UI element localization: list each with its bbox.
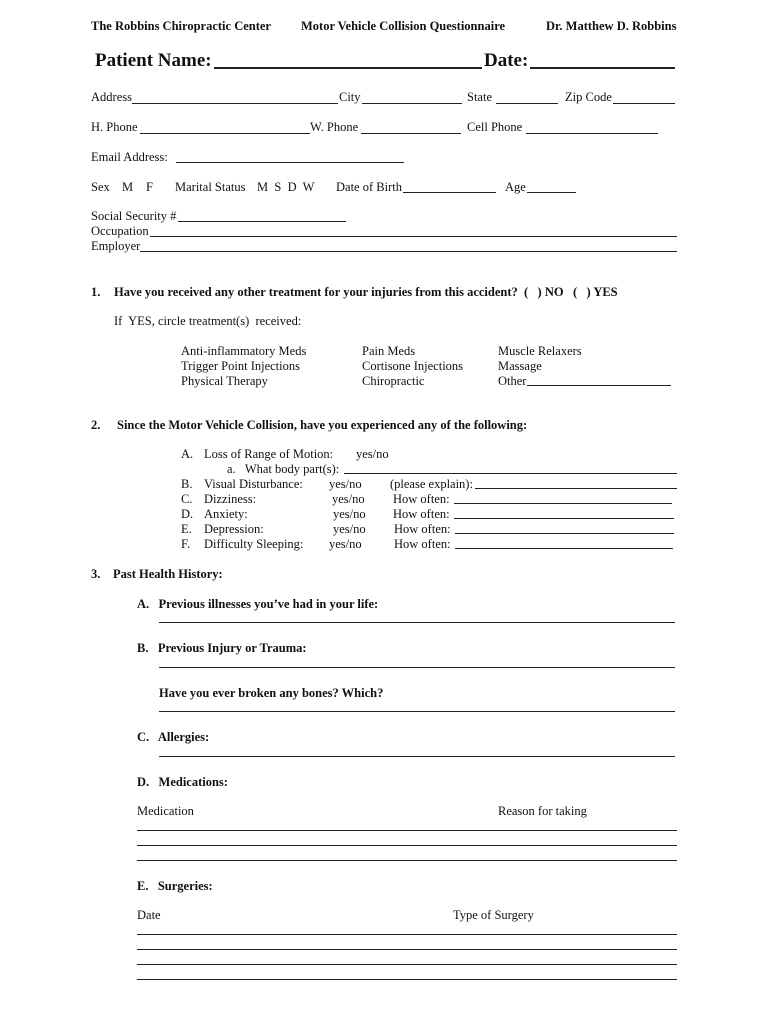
w-phone-field[interactable] [361, 133, 461, 134]
medication-column-header: Medication [137, 804, 194, 818]
q1-followup: If YES, circle treatment(s) received: [114, 314, 302, 328]
address-field[interactable] [132, 103, 338, 104]
q2-number: 2. [91, 418, 101, 432]
q2-b-yes-no[interactable]: yes/no [329, 477, 362, 491]
state-label: State [467, 90, 492, 104]
marital-status-label: Marital Status [175, 180, 246, 194]
q1-number: 1. [91, 285, 101, 299]
ssn-field[interactable] [178, 221, 346, 222]
q2-b-extra: (please explain): [390, 477, 473, 491]
email-field[interactable] [176, 162, 404, 163]
depression-often-field[interactable] [455, 533, 674, 534]
q2-e-extra: How often: [394, 522, 451, 536]
date-label: Date: [484, 50, 529, 71]
q3-text: Past Health History: [113, 567, 223, 581]
treatment-massage[interactable]: Massage [498, 359, 542, 373]
q2-a-label: Loss of Range of Motion: [204, 447, 334, 461]
q3-c-label: C. Allergies: [137, 730, 210, 744]
treatment-muscle-relaxers[interactable]: Muscle Relaxers [498, 344, 582, 358]
reason-column-header: Reason for taking [498, 804, 587, 818]
treatment-other-field[interactable] [527, 385, 671, 386]
q2-e-letter: E. [181, 522, 192, 536]
q2-d-yes-no[interactable]: yes/no [333, 507, 366, 521]
surgery-type-column-header: Type of Surgery [453, 908, 534, 922]
dob-label: Date of Birth [336, 180, 402, 194]
medication-row-3[interactable] [137, 860, 677, 861]
treatment-chiropractic[interactable]: Chiropractic [362, 374, 425, 388]
age-label: Age [505, 180, 526, 194]
h-phone-label: H. Phone [91, 120, 138, 134]
q2-c-yes-no[interactable]: yes/no [332, 492, 365, 506]
q2-a-sub-label: a. What body part(s): [227, 462, 340, 476]
surgery-date-column-header: Date [137, 908, 161, 922]
sex-option-f[interactable]: F [146, 180, 153, 194]
patient-name-field[interactable] [214, 67, 482, 69]
dob-field[interactable] [403, 192, 496, 193]
q2-f-extra: How often: [394, 537, 451, 551]
surgery-row-1[interactable] [137, 934, 677, 935]
q2-a-yes-no[interactable]: yes/no [356, 447, 389, 461]
q2-e-yes-no[interactable]: yes/no [333, 522, 366, 536]
city-label: City [339, 90, 361, 104]
employer-label: Employer [91, 239, 141, 253]
medication-row-2[interactable] [137, 845, 677, 846]
address-label: Address [91, 90, 132, 104]
ssn-label: Social Security # [91, 209, 177, 223]
employer-field[interactable] [140, 251, 677, 252]
sex-option-m[interactable]: M [122, 180, 134, 194]
q2-b-letter: B. [181, 477, 193, 491]
email-label: Email Address: [91, 150, 168, 164]
q3-d-label: D. Medications: [137, 775, 228, 789]
h-phone-field[interactable] [140, 133, 310, 134]
state-field[interactable] [496, 103, 558, 104]
header-doctor-name: Dr. Matthew D. Robbins [546, 19, 677, 33]
body-parts-field[interactable] [344, 473, 677, 474]
q2-d-letter: D. [181, 507, 194, 521]
date-field[interactable] [530, 67, 675, 69]
surgery-row-2[interactable] [137, 949, 677, 950]
visual-explain-field[interactable] [475, 488, 677, 489]
cell-phone-field[interactable] [526, 133, 658, 134]
occupation-label: Occupation [91, 224, 149, 238]
header-practice-name: The Robbins Chiropractic Center [91, 19, 271, 33]
treatment-anti-inflammatory[interactable]: Anti-inflammatory Meds [181, 344, 307, 358]
medication-row-1[interactable] [137, 830, 677, 831]
q2-f-letter: F. [181, 537, 191, 551]
w-phone-label: W. Phone [310, 120, 359, 134]
q2-text: Since the Motor Vehicle Collision, have you experienced any of the following: [117, 418, 528, 432]
previous-injury-field[interactable] [159, 667, 675, 668]
previous-illnesses-field[interactable] [159, 622, 675, 623]
dizziness-often-field[interactable] [454, 503, 672, 504]
treatment-trigger-point[interactable]: Trigger Point Injections [181, 359, 300, 373]
treatment-pain-meds[interactable]: Pain Meds [362, 344, 416, 358]
q2-e-label: Depression: [204, 522, 264, 536]
surgery-row-3[interactable] [137, 964, 677, 965]
zip-label: Zip Code [565, 90, 612, 104]
surgery-row-4[interactable] [137, 979, 677, 980]
treatment-other[interactable]: Other [498, 374, 527, 388]
q3-e-label: E. Surgeries: [137, 879, 213, 893]
q3-b-label: B. Previous Injury or Trauma: [137, 641, 307, 655]
sex-label: Sex [91, 180, 110, 194]
q2-d-label: Anxiety: [204, 507, 248, 521]
q3-number: 3. [91, 567, 101, 581]
treatment-physical-therapy[interactable]: Physical Therapy [181, 374, 268, 388]
broken-bones-question: Have you ever broken any bones? Which? [159, 686, 384, 700]
q2-f-label: Difficulty Sleeping: [204, 537, 304, 551]
q2-f-yes-no[interactable]: yes/no [329, 537, 362, 551]
q3-a-label: A. Previous illnesses you’ve had in your life: [137, 597, 379, 611]
patient-name-label: Patient Name: [95, 50, 212, 71]
header-form-title: Motor Vehicle Collision Questionnaire [301, 19, 506, 33]
q2-b-label: Visual Disturbance: [204, 477, 303, 491]
anxiety-often-field[interactable] [454, 518, 674, 519]
cell-phone-label: Cell Phone [467, 120, 523, 134]
sleeping-often-field[interactable] [455, 548, 673, 549]
city-field[interactable] [362, 103, 462, 104]
marital-status-options[interactable]: M S D W [257, 180, 315, 194]
q2-a-letter: A. [181, 447, 194, 461]
zip-field[interactable] [613, 103, 675, 104]
occupation-field[interactable] [150, 236, 677, 237]
q2-d-extra: How often: [393, 507, 450, 521]
treatment-cortisone[interactable]: Cortisone Injections [362, 359, 464, 373]
q2-c-extra: How often: [393, 492, 450, 506]
q2-c-label: Dizziness: [204, 492, 257, 506]
allergies-field[interactable] [159, 756, 675, 757]
q2-c-letter: C. [181, 492, 193, 506]
q1-text: Have you received any other treatment for your injuries from this accident? ( ) NO ( ) YES [114, 285, 618, 299]
age-field[interactable] [527, 192, 576, 193]
broken-bones-field[interactable] [159, 711, 675, 712]
